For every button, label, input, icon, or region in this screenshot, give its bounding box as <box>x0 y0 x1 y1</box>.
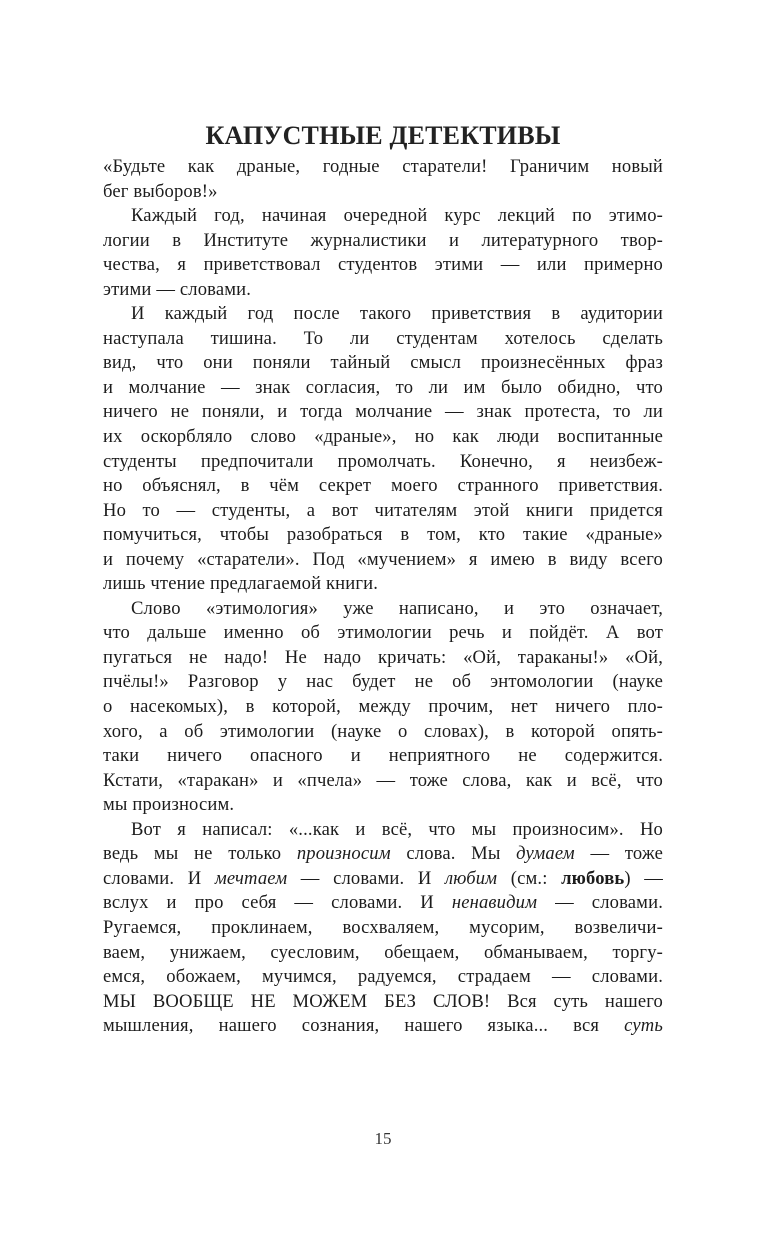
italic-word: суть <box>624 1015 663 1037</box>
text-line: хого, а об этимологии (науке о словах), в которой опять- <box>103 720 663 742</box>
text-line: о насекомых), в которой, между прочим, нет ничего пло- <box>103 696 663 718</box>
italic-word: произносим <box>296 843 391 865</box>
text-line <box>103 891 663 916</box>
text-line: пчёлы!» Разговор у нас будет не об энтомологии (науке <box>103 671 663 693</box>
text-run: слова. Мы <box>390 843 517 865</box>
text-run: мышления, нашего сознания, нашего языка... вся <box>103 1015 625 1037</box>
text-line: пугаться не надо! Не надо кричать: «Ой, тараканы!» «Ой, <box>103 646 663 668</box>
text-line: емся, обожаем, мучимся, радуемся, страдаем — словами. <box>103 966 663 988</box>
text-line: наступала тишина. То ли студентам хотелось сделать <box>103 327 663 349</box>
text-line: мы произносим. <box>103 794 235 816</box>
text-line: помучиться, чтобы разобраться в том, кто такие «драные» <box>103 524 663 546</box>
text-line: Каждый год, начиная очередной курс лекций по этимо- <box>131 205 663 227</box>
text-line: лишь чтение предлагаемой книги. <box>103 573 379 595</box>
text-line: бег выборов!» <box>103 180 218 202</box>
text-line: Кстати, «таракан» и «пчела» — тоже слова, как и всё, что <box>103 769 663 791</box>
text-run: вслух и про себя — словами. И <box>103 892 452 914</box>
italic-word: думаем <box>516 843 575 865</box>
text-run: (см.: <box>497 867 562 889</box>
text-line: что дальше именно об этимологии речь и пойдёт. А вот <box>103 622 663 644</box>
text-line: ничего не поняли, и тогда молчание — знак протеста, то ли <box>103 401 663 423</box>
text-line: Ругаемся, проклинаем, восхваляем, мусорим, возвеличи- <box>103 916 663 938</box>
text-line: таки ничего опасного и неприятного не содержится. <box>103 745 663 767</box>
text-line: Вот я написал: «...как и всё, что мы произносим». Но <box>131 818 663 840</box>
text-line: этими — словами. <box>103 278 252 300</box>
page-number: 15 <box>374 1129 392 1148</box>
text-run: словами. И <box>103 867 215 889</box>
text-line: студенты предпочитали промолчать. Конечно, я неизбеж- <box>103 450 663 472</box>
text-line <box>103 842 663 867</box>
body-text <box>103 155 663 1039</box>
text-line: и молчание — знак согласия, то ли им было обидно, что <box>103 376 663 398</box>
text-line: вид, что они поняли тайный смысл произнесённых фраз <box>103 352 663 374</box>
text-line <box>103 1014 663 1039</box>
text-line: чества, я приветствовал студентов этими — или примерно <box>103 254 663 276</box>
text-line: но объяснял, в чём секрет моего странного приветствия. <box>103 475 663 497</box>
text-run: — словами. <box>537 892 663 914</box>
bold-cross-reference: любовь <box>561 867 625 889</box>
italic-word: мечтаем <box>214 867 288 889</box>
text-line: И каждый год после такого приветствия в аудитории <box>131 303 663 325</box>
text-line: МЫ ВООБЩЕ НЕ МОЖЕМ БЕЗ СЛОВ! Вся суть нашего <box>103 990 663 1012</box>
text-line: Слово «этимология» уже написано, и это означает, <box>131 597 663 619</box>
text-run: ведь мы не только <box>103 843 297 865</box>
chapter-title: КАПУСТНЫЕ ДЕТЕКТИВЫ <box>205 121 561 150</box>
text-line <box>103 867 663 892</box>
text-line: Но то — студенты, а вот читателям этой книги придется <box>103 499 663 521</box>
text-line: «Будьте как драные, годные старатели! Граничим новый <box>103 156 663 177</box>
text-line: их оскорбляло слово «драные», но как люди воспитанные <box>103 426 663 448</box>
italic-word: любим <box>444 867 498 889</box>
text-run: ) — <box>624 867 664 889</box>
text-line: логии в Институте журналистики и литературного твор- <box>103 229 663 251</box>
text-line: и почему «старатели». Под «мучением» я имею в виду всего <box>103 548 663 570</box>
italic-word: ненавидим <box>451 892 538 914</box>
text-run: — словами. И <box>287 867 445 889</box>
text-line: ваем, унижаем, суесловим, обещаем, обманываем, торгу- <box>103 941 663 963</box>
text-run: — тоже <box>574 843 664 865</box>
